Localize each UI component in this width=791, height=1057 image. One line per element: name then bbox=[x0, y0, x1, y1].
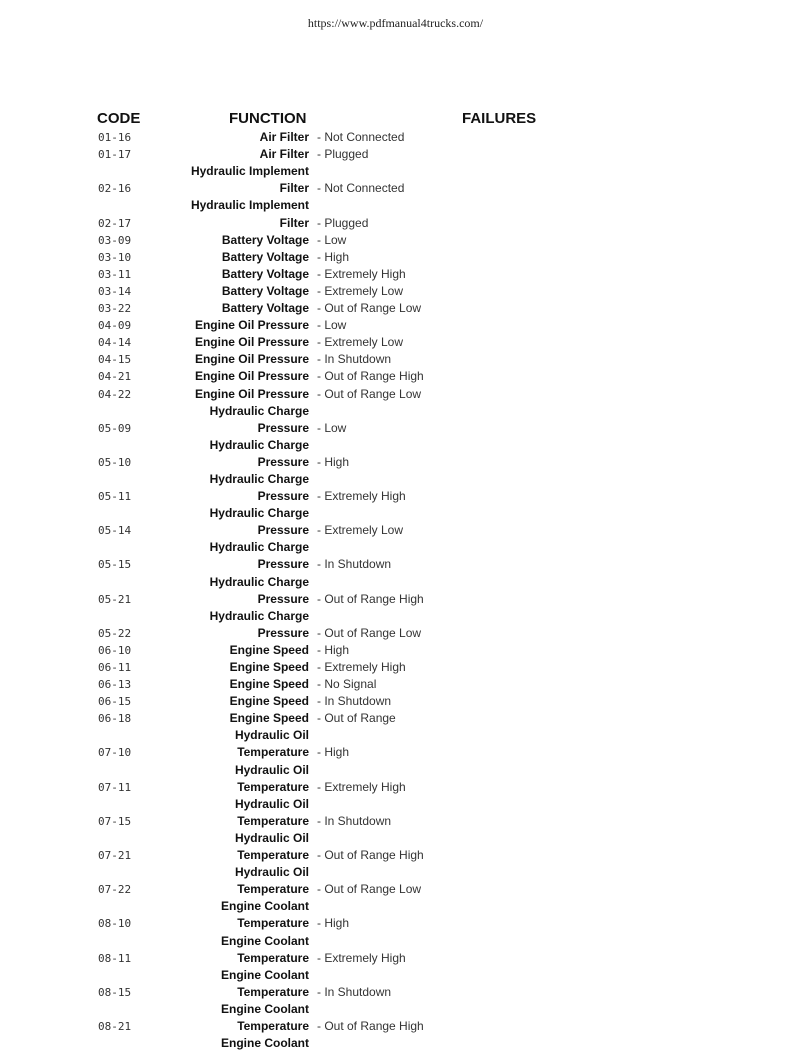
function-text: Hydraulic Charge bbox=[209, 506, 309, 521]
fault-code: 07-15 bbox=[98, 814, 132, 828]
table-row bbox=[0, 761, 791, 795]
failure-text: - Not Connected bbox=[317, 130, 405, 145]
fault-code: 02-16 bbox=[98, 182, 132, 196]
function-line bbox=[0, 967, 791, 984]
failure-text: - Out of Range High bbox=[317, 369, 424, 384]
fault-code: 05-09 bbox=[98, 421, 132, 435]
function-text: Temperature bbox=[237, 916, 309, 931]
function-line bbox=[0, 573, 791, 590]
fault-code: 04-09 bbox=[98, 319, 132, 333]
function-line bbox=[0, 146, 791, 163]
function-line bbox=[0, 1035, 791, 1052]
failure-text: - Not Connected bbox=[317, 181, 405, 196]
function-text: Temperature bbox=[237, 882, 309, 897]
function-line bbox=[0, 556, 791, 573]
function-text: Engine Coolant bbox=[221, 967, 309, 982]
table-row bbox=[0, 505, 791, 539]
fault-code: 03-09 bbox=[98, 233, 132, 247]
fault-code: 06-10 bbox=[98, 643, 132, 657]
function-line bbox=[0, 1001, 791, 1018]
function-text: Engine Coolant bbox=[221, 1001, 309, 1016]
table-row bbox=[0, 1035, 791, 1052]
function-text: Hydraulic Oil bbox=[234, 796, 309, 811]
failure-text: - Extremely High bbox=[317, 779, 406, 794]
function-line bbox=[0, 676, 791, 693]
function-text: Filter bbox=[279, 215, 309, 230]
function-text: Engine Oil Pressure bbox=[194, 369, 309, 384]
function-text: Pressure bbox=[257, 454, 309, 469]
table-row bbox=[0, 967, 791, 1001]
function-line bbox=[0, 659, 791, 676]
table-row bbox=[0, 351, 791, 368]
function-text: Pressure bbox=[257, 489, 309, 504]
function-line bbox=[0, 214, 791, 231]
function-line bbox=[0, 591, 791, 608]
function-line bbox=[0, 403, 791, 420]
failure-text: - Out of Range High bbox=[317, 1018, 424, 1033]
table-row bbox=[0, 608, 791, 642]
function-text: Hydraulic Implement bbox=[190, 164, 309, 179]
function-text: Battery Voltage bbox=[221, 266, 309, 281]
function-line bbox=[0, 129, 791, 146]
failure-text: - In Shutdown bbox=[317, 694, 392, 709]
column-header-failures: FAILURES bbox=[462, 110, 537, 127]
fault-code: 01-16 bbox=[98, 131, 132, 145]
column-header-function: FUNCTION bbox=[229, 110, 307, 127]
fault-code: 08-11 bbox=[98, 951, 132, 965]
failure-text: - Out of Range Low bbox=[317, 882, 422, 897]
fault-code: 08-15 bbox=[98, 985, 132, 999]
fault-code: 05-22 bbox=[98, 626, 132, 640]
function-text: Filter bbox=[279, 181, 309, 196]
function-line bbox=[0, 898, 791, 915]
table-row bbox=[0, 642, 791, 659]
function-text: Hydraulic Charge bbox=[209, 437, 309, 452]
function-text: Engine Coolant bbox=[221, 899, 309, 914]
fault-code: 03-10 bbox=[98, 250, 132, 264]
fault-code: 04-21 bbox=[98, 370, 132, 384]
function-text: Pressure bbox=[257, 557, 309, 572]
failure-text: - Low bbox=[317, 318, 347, 333]
column-header-code: CODE bbox=[97, 110, 141, 127]
table-row bbox=[0, 693, 791, 710]
failure-text: - High bbox=[317, 642, 350, 657]
failure-text: - High bbox=[317, 745, 350, 760]
failure-text: - In Shutdown bbox=[317, 813, 392, 828]
function-line bbox=[0, 761, 791, 778]
table-row bbox=[0, 830, 791, 864]
function-text: Engine Oil Pressure bbox=[194, 352, 309, 367]
table-row bbox=[0, 437, 791, 471]
function-text: Engine Oil Pressure bbox=[194, 335, 309, 350]
fault-code-table bbox=[0, 129, 791, 1052]
function-text: Engine Speed bbox=[229, 694, 309, 709]
table-row bbox=[0, 163, 791, 197]
table-row bbox=[0, 129, 791, 146]
function-line bbox=[0, 864, 791, 881]
fault-code: 07-21 bbox=[98, 849, 132, 863]
table-row bbox=[0, 727, 791, 761]
function-line bbox=[0, 830, 791, 847]
function-text: Pressure bbox=[257, 625, 309, 640]
table-row bbox=[0, 283, 791, 300]
failure-text: - Extremely High bbox=[317, 266, 406, 281]
function-text: Engine Speed bbox=[229, 677, 309, 692]
function-line bbox=[0, 249, 791, 266]
function-text: Engine Oil Pressure bbox=[194, 318, 309, 333]
fault-code: 05-21 bbox=[98, 592, 132, 606]
function-line bbox=[0, 351, 791, 368]
failure-text: - Extremely Low bbox=[317, 523, 404, 538]
function-text: Engine Coolant bbox=[221, 1036, 309, 1051]
table-row bbox=[0, 898, 791, 932]
function-text: Temperature bbox=[237, 984, 309, 999]
fault-code: 03-14 bbox=[98, 284, 132, 298]
function-line bbox=[0, 163, 791, 180]
function-text: Air Filter bbox=[259, 147, 309, 162]
function-text: Engine Speed bbox=[229, 642, 309, 657]
table-row bbox=[0, 864, 791, 898]
fault-code: 03-11 bbox=[98, 267, 132, 281]
function-line bbox=[0, 881, 791, 898]
function-text: Engine Oil Pressure bbox=[194, 386, 309, 401]
failure-text: - Plugged bbox=[317, 147, 369, 162]
function-line bbox=[0, 796, 791, 813]
fault-code: 07-10 bbox=[98, 746, 132, 760]
fault-code: 01-17 bbox=[98, 148, 132, 162]
function-text: Temperature bbox=[237, 1018, 309, 1033]
failure-text: - Out of Range Low bbox=[317, 301, 422, 316]
failure-text: - In Shutdown bbox=[317, 557, 392, 572]
failure-text: - Low bbox=[317, 232, 347, 247]
function-text: Temperature bbox=[237, 848, 309, 863]
function-text: Engine Speed bbox=[229, 711, 309, 726]
function-line bbox=[0, 283, 791, 300]
function-line bbox=[0, 454, 791, 471]
function-line bbox=[0, 471, 791, 488]
function-line bbox=[0, 950, 791, 967]
failure-text: - High bbox=[317, 249, 350, 264]
function-line bbox=[0, 334, 791, 351]
table-row bbox=[0, 317, 791, 334]
failure-text: - High bbox=[317, 454, 350, 469]
function-line bbox=[0, 744, 791, 761]
table-row bbox=[0, 796, 791, 830]
function-line bbox=[0, 522, 791, 539]
fault-code: 02-17 bbox=[98, 216, 132, 230]
function-line bbox=[0, 1018, 791, 1035]
function-line bbox=[0, 232, 791, 249]
table-row bbox=[0, 249, 791, 266]
function-line bbox=[0, 710, 791, 727]
table-row bbox=[0, 1001, 791, 1035]
table-row bbox=[0, 710, 791, 727]
failure-text: - In Shutdown bbox=[317, 352, 392, 367]
failure-text: - Low bbox=[317, 420, 347, 435]
function-text: Battery Voltage bbox=[221, 283, 309, 298]
table-row bbox=[0, 300, 791, 317]
failure-text: - Out of Range Low bbox=[317, 625, 422, 640]
function-text: Hydraulic Charge bbox=[209, 471, 309, 486]
function-line bbox=[0, 266, 791, 283]
function-line bbox=[0, 300, 791, 317]
function-text: Temperature bbox=[237, 745, 309, 760]
function-line bbox=[0, 813, 791, 830]
page-url: https://www.pdfmanual4trucks.com/ bbox=[307, 16, 484, 30]
fault-code: 03-22 bbox=[98, 302, 132, 316]
function-line bbox=[0, 727, 791, 744]
failure-text: - High bbox=[317, 916, 350, 931]
function-line bbox=[0, 779, 791, 796]
fault-code: 05-14 bbox=[98, 524, 132, 538]
function-line bbox=[0, 505, 791, 522]
function-line bbox=[0, 932, 791, 949]
table-row bbox=[0, 573, 791, 607]
fault-code: 07-11 bbox=[98, 780, 132, 794]
function-text: Hydraulic Oil bbox=[234, 830, 309, 845]
function-line bbox=[0, 608, 791, 625]
fault-code: 05-10 bbox=[98, 455, 132, 469]
function-text: Hydraulic Charge bbox=[209, 403, 309, 418]
function-text: Hydraulic Implement bbox=[190, 198, 309, 213]
fault-code: 05-11 bbox=[98, 490, 132, 504]
failure-text: - In Shutdown bbox=[317, 984, 392, 999]
function-text: Pressure bbox=[257, 591, 309, 606]
function-line bbox=[0, 420, 791, 437]
function-text: Battery Voltage bbox=[221, 232, 309, 247]
function-line bbox=[0, 625, 791, 642]
function-text: Temperature bbox=[237, 779, 309, 794]
function-line bbox=[0, 642, 791, 659]
table-row bbox=[0, 932, 791, 966]
function-line bbox=[0, 984, 791, 1001]
function-line bbox=[0, 847, 791, 864]
failure-text: - Out of Range High bbox=[317, 848, 424, 863]
function-line bbox=[0, 539, 791, 556]
function-text: Engine Speed bbox=[229, 660, 309, 674]
function-line bbox=[0, 437, 791, 454]
function-text: Engine Coolant bbox=[221, 933, 309, 948]
function-line bbox=[0, 180, 791, 197]
function-line bbox=[0, 368, 791, 385]
failure-text: - Extremely High bbox=[317, 660, 406, 674]
table-row bbox=[0, 385, 791, 402]
failure-text: - Extremely High bbox=[317, 489, 406, 504]
table-row bbox=[0, 539, 791, 573]
fault-code: 08-21 bbox=[98, 1019, 132, 1033]
function-text: Pressure bbox=[257, 420, 309, 435]
function-text: Hydraulic Charge bbox=[209, 574, 309, 589]
function-text: Hydraulic Charge bbox=[209, 540, 309, 555]
function-line bbox=[0, 488, 791, 505]
fault-code: 04-22 bbox=[98, 387, 132, 401]
table-row bbox=[0, 334, 791, 351]
failure-text: - Extremely Low bbox=[317, 283, 404, 298]
failure-text: - Out of Range High bbox=[317, 591, 424, 606]
function-text: Battery Voltage bbox=[221, 249, 309, 264]
fault-code: 05-15 bbox=[98, 558, 132, 572]
fault-code: 04-15 bbox=[98, 353, 132, 367]
table-row bbox=[0, 659, 791, 676]
failure-text: - Out of Range bbox=[317, 711, 396, 726]
table-row bbox=[0, 403, 791, 437]
fault-code: 06-11 bbox=[98, 661, 132, 674]
function-text: Hydraulic Oil bbox=[234, 728, 309, 743]
fault-code: 06-15 bbox=[98, 695, 132, 709]
function-text: Battery Voltage bbox=[221, 301, 309, 316]
function-text: Hydraulic Oil bbox=[234, 762, 309, 777]
table-row bbox=[0, 266, 791, 283]
function-line bbox=[0, 693, 791, 710]
function-line bbox=[0, 385, 791, 402]
failure-text: - Extremely Low bbox=[317, 335, 404, 350]
fault-code: 07-22 bbox=[98, 883, 132, 897]
function-text: Temperature bbox=[237, 950, 309, 965]
failure-text: - Plugged bbox=[317, 215, 369, 230]
fault-code: 06-13 bbox=[98, 678, 132, 692]
failure-text: - Extremely High bbox=[317, 950, 406, 965]
table-row bbox=[0, 471, 791, 505]
function-text: Hydraulic Oil bbox=[234, 865, 309, 880]
table-row bbox=[0, 368, 791, 385]
function-line bbox=[0, 317, 791, 334]
function-line bbox=[0, 915, 791, 932]
function-line bbox=[0, 197, 791, 214]
failure-text: - No Signal bbox=[317, 677, 377, 692]
function-text: Air Filter bbox=[259, 130, 309, 145]
function-text: Hydraulic Charge bbox=[209, 608, 309, 623]
fault-code: 04-14 bbox=[98, 336, 132, 350]
table-row bbox=[0, 146, 791, 163]
function-text: Pressure bbox=[257, 523, 309, 538]
table-row bbox=[0, 197, 791, 231]
function-text: Temperature bbox=[237, 813, 309, 828]
fault-code: 06-18 bbox=[98, 712, 132, 726]
fault-code: 08-10 bbox=[98, 917, 132, 931]
failure-text: - Out of Range Low bbox=[317, 386, 422, 401]
table-row bbox=[0, 232, 791, 249]
table-row bbox=[0, 676, 791, 693]
